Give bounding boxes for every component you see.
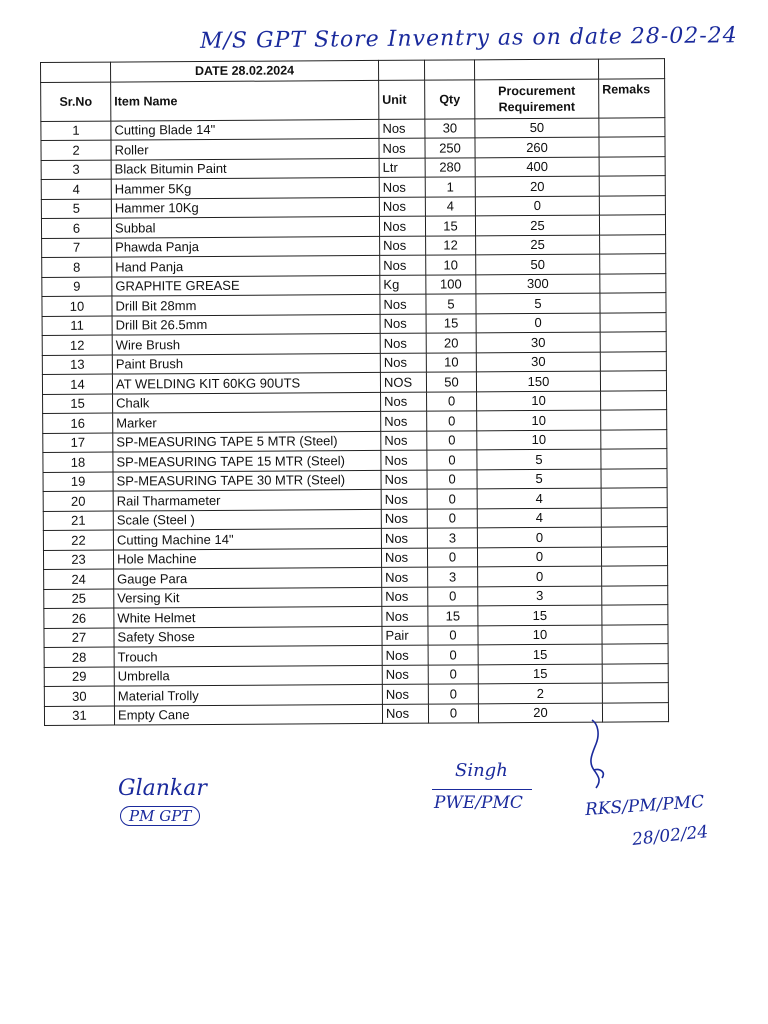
- cell-procurement: 5: [476, 293, 600, 313]
- cell-qty: 20: [426, 333, 476, 353]
- cell-item-name: Rail Tharmameter: [113, 489, 381, 510]
- date-spacer-cell: [474, 59, 598, 79]
- cell-remarks: [600, 332, 666, 352]
- cell-item-name: Trouch: [114, 645, 382, 666]
- date-spacer-cell: [41, 62, 111, 82]
- cell-item-name: Phawda Panja: [112, 236, 380, 257]
- cell-unit: Nos: [382, 665, 428, 685]
- cell-remarks: [599, 137, 665, 157]
- cell-item-name: Subbal: [111, 216, 379, 237]
- document-heading: M/S GPT Store Inventry as on date 28-02-24: [199, 23, 738, 54]
- cell-procurement: 0: [476, 313, 600, 333]
- cell-remarks: [601, 449, 667, 469]
- cell-item-name: Black Bitumin Paint: [111, 158, 379, 179]
- cell-sr: 15: [43, 394, 113, 414]
- cell-procurement: 30: [476, 352, 600, 372]
- col-header-item: Item Name: [111, 80, 379, 121]
- cell-procurement: 20: [478, 703, 602, 723]
- cell-procurement: 50: [475, 118, 599, 138]
- cell-item-name: Drill Bit 26.5mm: [112, 314, 380, 335]
- cell-item-name: GRAPHITE GREASE: [112, 275, 380, 296]
- cell-remarks: [601, 468, 667, 488]
- date-label: DATE 28.02.2024: [111, 60, 379, 81]
- cell-qty: 3: [428, 567, 478, 587]
- cell-qty: 0: [427, 508, 477, 528]
- inventory-table: [40, 58, 669, 726]
- cell-procurement: 150: [476, 371, 600, 391]
- cell-unit: Nos: [382, 645, 428, 665]
- cell-unit: Nos: [379, 119, 425, 139]
- cell-qty: 12: [426, 235, 476, 255]
- cell-qty: 15: [426, 313, 476, 333]
- cell-remarks: [599, 215, 665, 235]
- cell-sr: 16: [43, 413, 113, 433]
- cell-remarks: [599, 195, 665, 215]
- cell-unit: Nos: [381, 509, 427, 529]
- table-row: [44, 702, 668, 725]
- cell-procurement: 0: [477, 527, 601, 547]
- cell-unit: Pair: [382, 626, 428, 646]
- cell-sr: 17: [43, 433, 113, 453]
- date-spacer-cell: [424, 60, 474, 80]
- cell-qty: 0: [427, 547, 477, 567]
- cell-sr: 28: [44, 647, 114, 667]
- cell-remarks: [600, 371, 666, 391]
- cell-sr: 19: [43, 472, 113, 492]
- cell-sr: 8: [42, 257, 112, 277]
- cell-item-name: Drill Bit 28mm: [112, 294, 380, 315]
- cell-remarks: [599, 176, 665, 196]
- cell-remarks: [602, 644, 668, 664]
- cell-item-name: Material Trolly: [114, 684, 382, 705]
- cell-qty: 15: [425, 216, 475, 236]
- cell-qty: 0: [428, 703, 478, 723]
- cell-procurement: 20: [475, 176, 599, 196]
- cell-qty: 4: [425, 196, 475, 216]
- cell-item-name: Cutting Blade 14": [111, 119, 379, 140]
- cell-sr: 9: [42, 277, 112, 297]
- cell-remarks: [601, 527, 667, 547]
- cell-procurement: 10: [477, 391, 601, 411]
- cell-remarks: [600, 254, 666, 274]
- signature-date: 28/02/24: [631, 822, 710, 850]
- cell-sr: 26: [44, 608, 114, 628]
- col-header-remarks: Remaks: [599, 78, 665, 117]
- cell-sr: 12: [42, 335, 112, 355]
- cell-remarks: [600, 312, 666, 332]
- cell-sr: 7: [42, 238, 112, 258]
- signature-pwe-pmc-role: PWE/PMC: [434, 793, 523, 813]
- cell-unit: Nos: [380, 255, 426, 275]
- cell-procurement: 300: [476, 274, 600, 294]
- cell-procurement: 25: [475, 215, 599, 235]
- cell-procurement: 0: [475, 196, 599, 216]
- cell-sr: 10: [42, 296, 112, 316]
- cell-unit: Nos: [382, 587, 428, 607]
- cell-qty: 0: [427, 391, 477, 411]
- cell-remarks: [600, 273, 666, 293]
- cell-item-name: Cutting Machine 14": [113, 528, 381, 549]
- cell-qty: 0: [427, 450, 477, 470]
- cell-remarks: [601, 507, 667, 527]
- cell-sr: 11: [42, 316, 112, 336]
- cell-unit: Nos: [381, 489, 427, 509]
- cell-qty: 0: [428, 684, 478, 704]
- cell-remarks: [600, 293, 666, 313]
- cell-item-name: Hole Machine: [113, 548, 381, 569]
- cell-item-name: AT WELDING KIT 60KG 90UTS: [112, 372, 380, 393]
- cell-sr: 13: [42, 355, 112, 375]
- cell-item-name: Hand Panja: [112, 255, 380, 276]
- cell-qty: 250: [425, 138, 475, 158]
- cell-sr: 30: [44, 686, 114, 706]
- cell-qty: 10: [426, 352, 476, 372]
- cell-qty: 0: [428, 586, 478, 606]
- cell-unit: Nos: [381, 548, 427, 568]
- cell-qty: 15: [428, 606, 478, 626]
- cell-sr: 1: [41, 121, 111, 141]
- cell-item-name: Marker: [113, 411, 381, 432]
- cell-qty: 3: [427, 528, 477, 548]
- cell-item-name: SP-MEASURING TAPE 15 MTR (Steel): [113, 450, 381, 471]
- cell-sr: 27: [44, 628, 114, 648]
- cell-sr: 31: [44, 706, 114, 726]
- inventory-body: [41, 117, 669, 725]
- cell-qty: 0: [427, 430, 477, 450]
- cell-qty: 1: [425, 177, 475, 197]
- cell-qty: 5: [426, 294, 476, 314]
- signature-rks-pm-pmc-role: RKS/PM/PMC: [584, 791, 705, 821]
- cell-unit: Nos: [382, 684, 428, 704]
- col-header-procurement: Procurement Requirement: [475, 79, 599, 119]
- cell-unit: Nos: [381, 411, 427, 431]
- cell-unit: NOS: [380, 372, 426, 392]
- cell-unit: Nos: [381, 450, 427, 470]
- cell-item-name: Chalk: [113, 392, 381, 413]
- cell-item-name: Umbrella: [114, 665, 382, 686]
- cell-unit: Nos: [379, 216, 425, 236]
- cell-procurement: 5: [477, 469, 601, 489]
- cell-unit: Nos: [381, 470, 427, 490]
- cell-sr: 4: [41, 179, 111, 199]
- cell-remarks: [602, 624, 668, 644]
- cell-procurement: 15: [478, 644, 602, 664]
- cell-unit: Nos: [381, 528, 427, 548]
- signature-pwe-pmc: Singh: [455, 760, 508, 781]
- cell-remarks: [602, 683, 668, 703]
- cell-procurement: 15: [478, 605, 602, 625]
- cell-sr: 20: [43, 491, 113, 511]
- cell-procurement: 260: [475, 137, 599, 157]
- cell-remarks: [601, 390, 667, 410]
- cell-item-name: SP-MEASURING TAPE 5 MTR (Steel): [113, 431, 381, 452]
- cell-procurement: 10: [478, 625, 602, 645]
- cell-item-name: Empty Cane: [114, 704, 382, 725]
- cell-item-name: Roller: [111, 138, 379, 159]
- cell-unit: Nos: [382, 704, 428, 724]
- cell-unit: Nos: [382, 606, 428, 626]
- cell-qty: 0: [427, 411, 477, 431]
- cell-sr: 24: [44, 569, 114, 589]
- cell-item-name: SP-MEASURING TAPE 30 MTR (Steel): [113, 470, 381, 491]
- cell-remarks: [600, 234, 666, 254]
- cell-unit: Nos: [380, 353, 426, 373]
- cell-unit: Nos: [380, 314, 426, 334]
- column-header-row: [41, 78, 665, 121]
- cell-item-name: Paint Brush: [112, 353, 380, 374]
- signature-pm-gpt: Glankar: [118, 776, 207, 801]
- cell-unit: Nos: [379, 138, 425, 158]
- cell-unit: Nos: [380, 333, 426, 353]
- cell-unit: Nos: [382, 567, 428, 587]
- cell-remarks: [601, 546, 667, 566]
- cell-sr: 21: [43, 511, 113, 531]
- cell-sr: 22: [43, 530, 113, 550]
- cell-procurement: 10: [477, 430, 601, 450]
- cell-qty: 0: [428, 664, 478, 684]
- cell-unit: Nos: [379, 177, 425, 197]
- cell-item-name: Versing Kit: [114, 587, 382, 608]
- cell-qty: 0: [427, 489, 477, 509]
- cell-remarks: [602, 605, 668, 625]
- cell-sr: 3: [41, 160, 111, 180]
- cell-unit: Nos: [381, 431, 427, 451]
- cell-procurement: 15: [478, 664, 602, 684]
- cell-sr: 6: [41, 218, 111, 238]
- cell-remarks: [602, 585, 668, 605]
- col-header-unit: Unit: [379, 80, 425, 119]
- cell-procurement: 10: [477, 410, 601, 430]
- cell-item-name: Hammer 5Kg: [111, 177, 379, 198]
- signature-underline: [432, 789, 532, 790]
- cell-unit: Nos: [380, 294, 426, 314]
- cell-item-name: Hammer 10Kg: [111, 197, 379, 218]
- cell-item-name: Wire Brush: [112, 333, 380, 354]
- cell-remarks: [601, 488, 667, 508]
- cell-remarks: [602, 702, 668, 722]
- cell-item-name: Safety Shose: [114, 626, 382, 647]
- cell-procurement: 2: [478, 683, 602, 703]
- cell-qty: 280: [425, 157, 475, 177]
- cell-qty: 30: [425, 118, 475, 138]
- cell-qty: 0: [427, 469, 477, 489]
- cell-sr: 25: [44, 589, 114, 609]
- cell-qty: 50: [426, 372, 476, 392]
- cell-unit: Ltr: [379, 158, 425, 178]
- cell-item-name: Gauge Para: [114, 567, 382, 588]
- cell-procurement: 25: [476, 235, 600, 255]
- cell-remarks: [599, 156, 665, 176]
- date-spacer-cell: [378, 60, 424, 80]
- cell-procurement: 30: [476, 332, 600, 352]
- cell-remarks: [601, 429, 667, 449]
- cell-sr: 14: [42, 374, 112, 394]
- cell-unit: Nos: [380, 236, 426, 256]
- cell-item-name: White Helmet: [114, 606, 382, 627]
- cell-procurement: 5: [477, 449, 601, 469]
- cell-procurement: 400: [475, 157, 599, 177]
- cell-sr: 18: [43, 452, 113, 472]
- cell-sr: 23: [43, 550, 113, 570]
- cell-unit: Nos: [381, 392, 427, 412]
- cell-qty: 0: [428, 645, 478, 665]
- col-header-qty: Qty: [425, 79, 475, 118]
- date-spacer-cell: [598, 59, 664, 79]
- cell-procurement: 3: [478, 586, 602, 606]
- cell-procurement: 50: [476, 254, 600, 274]
- cell-sr: 2: [41, 140, 111, 160]
- cell-sr: 5: [41, 199, 111, 219]
- cell-procurement: 0: [477, 547, 601, 567]
- cell-item-name: Scale (Steel ): [113, 509, 381, 530]
- cell-qty: 100: [426, 274, 476, 294]
- cell-procurement: 4: [477, 508, 601, 528]
- cell-remarks: [602, 663, 668, 683]
- cell-qty: 10: [426, 255, 476, 275]
- cell-remarks: [602, 566, 668, 586]
- cell-procurement: 4: [477, 488, 601, 508]
- cell-unit: Kg: [380, 275, 426, 295]
- signature-pm-gpt-role: PM GPT: [120, 806, 200, 826]
- cell-remarks: [600, 351, 666, 371]
- col-header-sr: Sr.No: [41, 82, 111, 121]
- cell-remarks: [601, 410, 667, 430]
- cell-qty: 0: [428, 625, 478, 645]
- cell-procurement: 0: [478, 566, 602, 586]
- cell-remarks: [599, 117, 665, 137]
- cell-sr: 29: [44, 667, 114, 687]
- cell-unit: Nos: [379, 197, 425, 217]
- signature-rks-mark: [584, 718, 610, 790]
